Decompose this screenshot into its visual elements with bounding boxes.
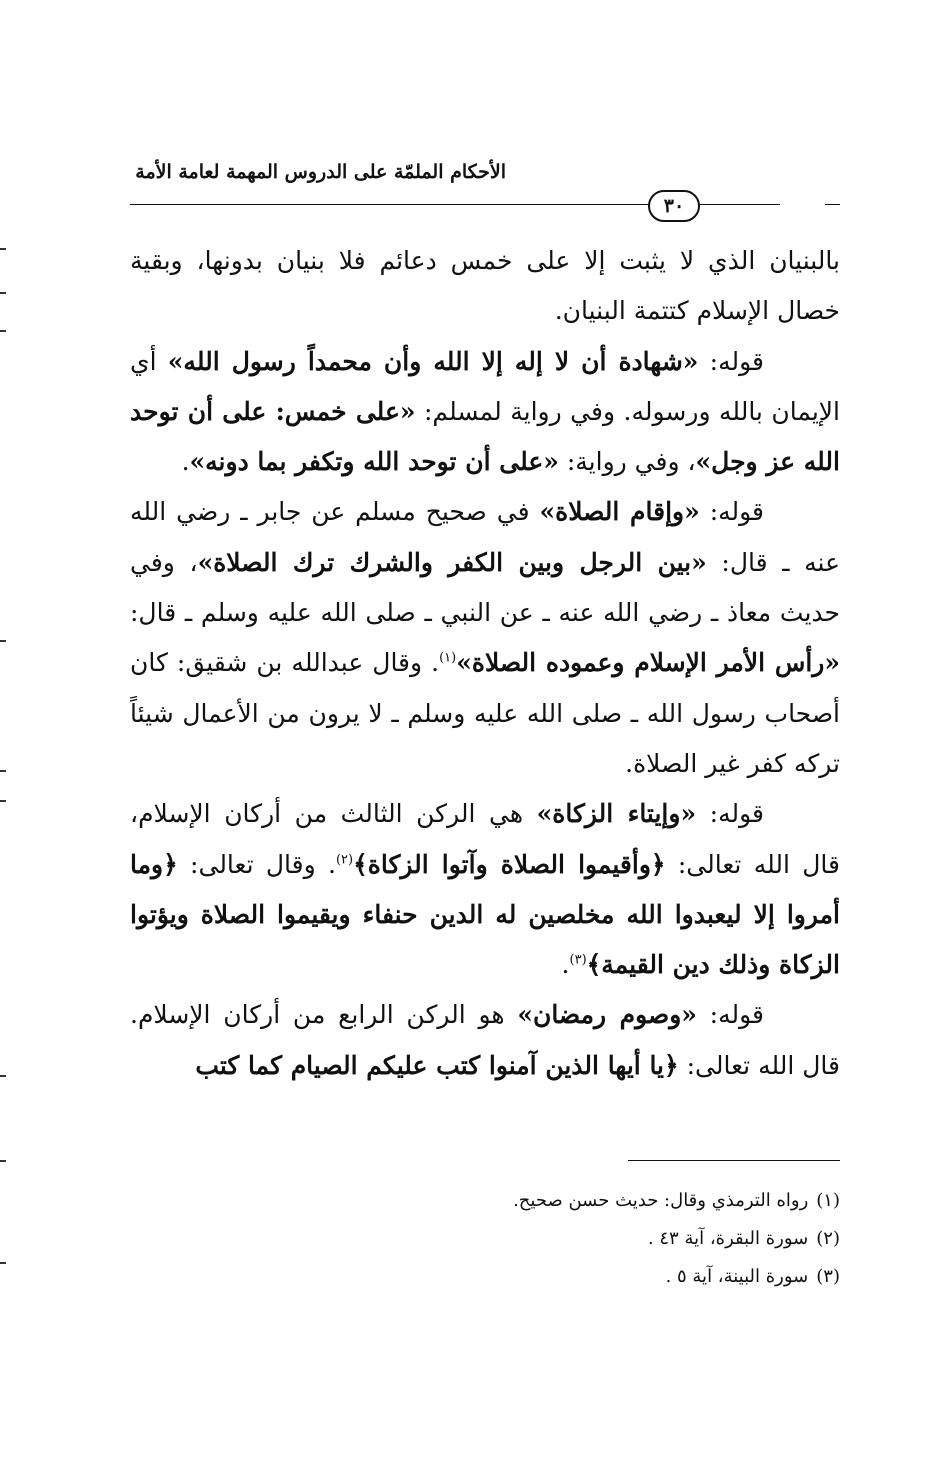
scan-edge-mark [0, 640, 6, 642]
footnote-2 [130, 1220, 840, 1258]
text-run: ، وفي رواية: [558, 447, 696, 477]
paragraph-4 [130, 789, 840, 990]
header-rule-line-end [825, 204, 840, 205]
quoted-verse: ﴿وما أمروا إلا ليعبدوا الله مخلصين له الدين حنفاء ويقيموا الصلاة ويؤتوا الزكاة وذلك دين القيمة﴾ [130, 849, 840, 980]
text-run: قوله: [696, 799, 764, 829]
paragraph-3 [130, 487, 840, 789]
footnote-ref-1[interactable]: (١) [439, 651, 457, 667]
scan-edge-mark [0, 1160, 6, 1162]
footnote-ref-2[interactable]: (٢) [335, 852, 354, 868]
text-run: أي الإيمان بالله ورسوله. وفي رواية لمسلم: [130, 346, 840, 426]
text-run: قوله: [698, 346, 764, 376]
scan-edge-mark [0, 292, 6, 294]
text-run: . وقال تعالى: [177, 849, 336, 879]
text-run: قوله: [696, 1000, 764, 1030]
quoted-verse: ﴿وأقيموا الصلاة وآتوا الزكاة﴾ [353, 849, 666, 879]
footnotes [130, 1182, 840, 1296]
paragraph-5 [130, 990, 840, 1091]
footnote-number: (٢) [816, 1228, 840, 1249]
page-body [130, 236, 840, 1091]
footnote-text: سورة البينة، آية ٥ . [665, 1266, 809, 1287]
text-run: ، وفي حديث معاذ ـ رضي الله عنه ـ عن النبي ـ صلى الله عليه وسلم ـ قال: [130, 547, 840, 628]
quoted-hadith: «على خمس: على أن توحد الله عز وجل» [130, 396, 840, 477]
text-run: في صحيح مسلم عن جابر ـ رضي الله عنه ـ قال: [130, 497, 840, 577]
text-run: . وقال عبدالله بن شقيق: كان أصحاب رسول الله ـ صلى الله عليه وسلم ـ لا يرون من الأعمال شيئاً تركه كفر غير الصلاة. [130, 648, 840, 778]
footnote-separator [628, 1160, 840, 1161]
scan-edge-mark [0, 330, 6, 332]
quoted-hadith: «وإيتاء الزكاة» [536, 799, 697, 829]
text-run: هو الركن الرابع من أركان الإسلام. قال الله تعالى: [130, 1000, 840, 1080]
quoted-hadith: «رأس الأمر الإسلام وعموده الصلاة» [456, 648, 840, 678]
quoted-hadith: «شهادة أن لا إله إلا الله وأن محمداً رسول الله» [167, 346, 699, 376]
scan-edge-mark [0, 770, 6, 772]
footnote-ref-3[interactable]: (٣) [569, 952, 587, 968]
text-run: . [561, 950, 570, 980]
scan-edge-mark [0, 1262, 6, 1264]
paragraph-2 [130, 337, 840, 488]
footnote-number: (٣) [816, 1266, 840, 1287]
scan-edge-mark [0, 800, 6, 802]
page-number: ٣٠ [648, 190, 700, 222]
footnote-text: رواه الترمذي وقال: حديث حسن صحيح. [513, 1190, 809, 1211]
footnote-1 [130, 1182, 840, 1220]
running-header-title: الأحكام الملمّة على الدروس المهمة لعامة الأمة [135, 161, 506, 183]
quoted-hadith: «وصوم رمضان» [517, 1000, 697, 1030]
text-run: . [181, 447, 190, 477]
footnote-3 [130, 1258, 840, 1296]
scan-edge-mark [0, 248, 6, 250]
quoted-hadith: «على أن توحد الله وتكفر بما دونه» [189, 447, 559, 477]
quoted-hadith: «وإقام الصلاة» [539, 497, 700, 527]
paragraph-1: بالبنيان الذي لا يثبت إلا على خمس دعائم فلا بنيان بدونها، وبقية خصال الإسلام كتتمة البنيان. [130, 246, 840, 326]
quoted-verse: ﴿يا أيها الذين آمنوا كتب عليكم الصيام كما كتب [195, 1050, 679, 1080]
footnote-text: سورة البقرة، آية ٤٣ . [647, 1228, 809, 1249]
quoted-hadith: «بين الرجل وبين الكفر والشرك ترك الصلاة» [197, 547, 707, 577]
text-run: قوله: [699, 497, 765, 527]
scan-edge-mark [0, 1075, 6, 1077]
text-run: هي الركن الثالث من أركان الإسلام، قال الله تعالى: [130, 799, 840, 879]
footnote-number: (١) [816, 1190, 840, 1211]
